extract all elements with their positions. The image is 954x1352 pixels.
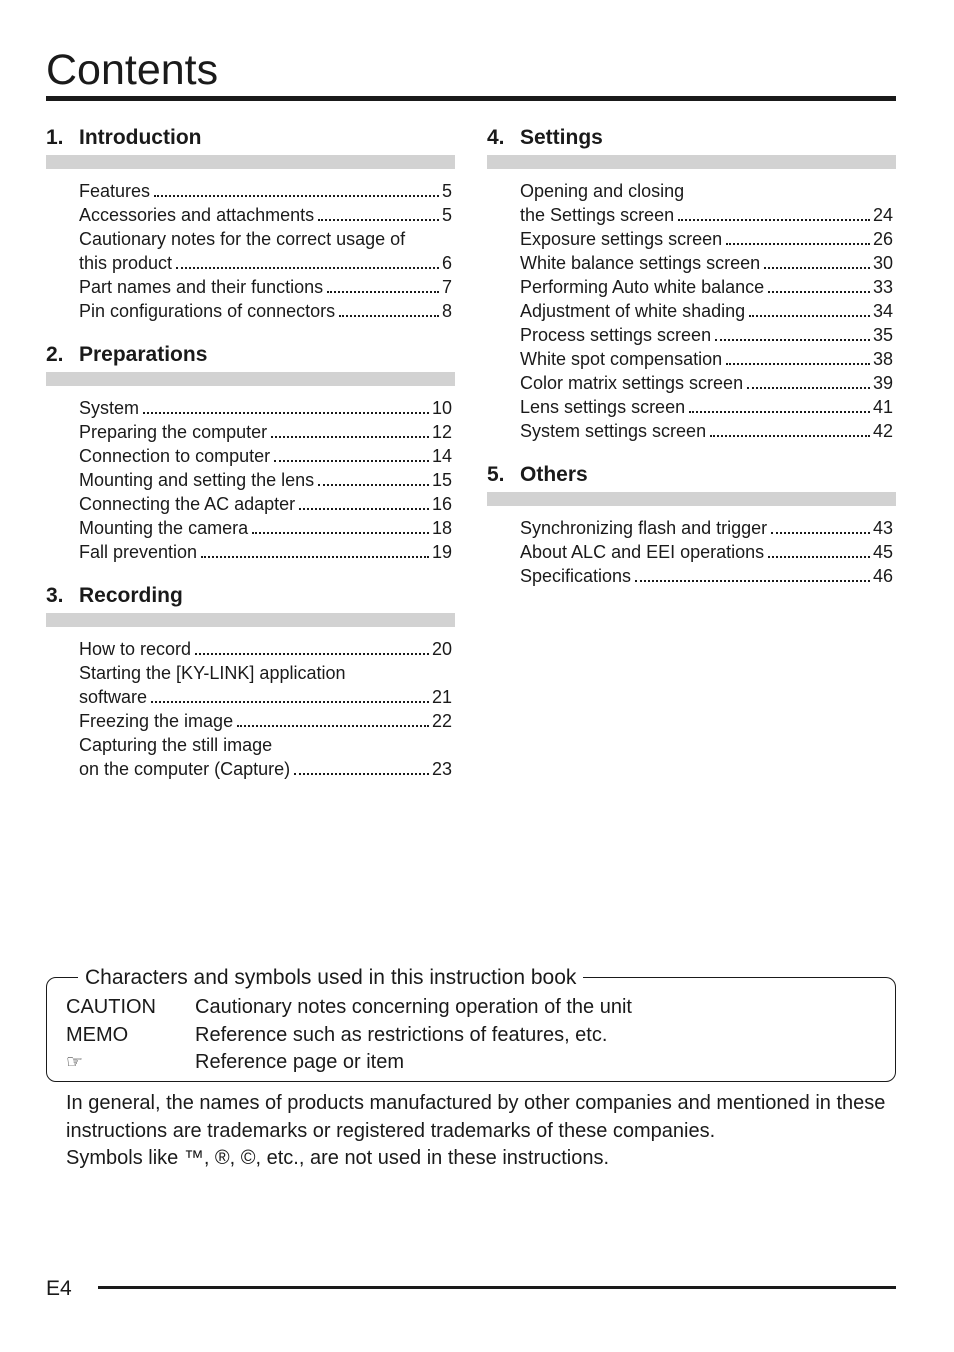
- entry-label: Lens settings screen: [520, 397, 686, 417]
- toc-entry[interactable]: [79, 251, 452, 275]
- entry-page-number: 33: [872, 277, 893, 297]
- entry-label: System settings screen: [520, 421, 707, 441]
- entry-label: Preparing the computer: [79, 422, 268, 442]
- section-title: Others: [520, 463, 588, 486]
- section-number: 1.: [46, 126, 64, 149]
- section-heading: [46, 341, 455, 369]
- pointing-hand-icon: ☞: [66, 1052, 84, 1073]
- entry-label: Freezing the image: [79, 711, 234, 731]
- toc-entry[interactable]: [79, 757, 452, 781]
- entry-page-number: 7: [441, 277, 452, 297]
- page-title: Contents: [46, 46, 219, 94]
- dot-leader: [710, 435, 870, 437]
- entry-label: Connecting the AC adapter: [79, 494, 296, 514]
- section-bar: [46, 613, 455, 627]
- section-title: Settings: [520, 126, 603, 149]
- dot-leader: [771, 532, 870, 534]
- entry-page-number: 42: [872, 421, 893, 441]
- legend-description: Cautionary notes concerning operation of the unit: [195, 996, 632, 1018]
- section-heading: [487, 461, 896, 489]
- legend-row-caution: [66, 994, 632, 1022]
- entry-page-number: 16: [431, 494, 452, 514]
- entry-label: Starting the [KY-LINK] application: [79, 663, 346, 683]
- toc-entries: [487, 179, 896, 443]
- toc-entry[interactable]: [79, 227, 452, 251]
- toc-entry[interactable]: [520, 251, 893, 275]
- legend-rows: [66, 994, 632, 1077]
- entry-label: this product: [79, 253, 173, 273]
- note-line: instructions are trademarks or registered trademarks of these companies.: [66, 1119, 716, 1142]
- entry-page-number: 23: [431, 759, 452, 779]
- entry-label: Performing Auto white balance: [520, 277, 765, 297]
- dot-leader: [274, 460, 429, 462]
- entry-label: Synchronizing flash and trigger: [520, 518, 768, 538]
- legend-term: CAUTION: [66, 996, 156, 1018]
- toc-entries: [487, 516, 896, 588]
- toc-entry[interactable]: [520, 179, 893, 203]
- dot-leader: [689, 411, 870, 413]
- entry-page-number: 35: [872, 325, 893, 345]
- entry-label: How to record: [79, 639, 192, 659]
- toc-entry[interactable]: [520, 227, 893, 251]
- dot-leader: [252, 532, 429, 534]
- dot-leader: [237, 725, 429, 727]
- section-number: 2.: [46, 343, 64, 366]
- dot-leader: [635, 580, 870, 582]
- legend-title: Characters and symbols used in this instruction book: [78, 964, 583, 991]
- entry-page-number: 15: [431, 470, 452, 490]
- note-line: Symbols like ™, ®, ©, etc., are not used in these instructions.: [66, 1147, 610, 1169]
- section-bar: [46, 155, 455, 169]
- entry-page-number: 12: [431, 422, 452, 442]
- toc-entry[interactable]: [79, 468, 452, 492]
- toc-entry[interactable]: [79, 661, 452, 685]
- dot-leader: [318, 219, 439, 221]
- section-heading: [487, 124, 896, 152]
- entry-page-number: 21: [431, 687, 452, 707]
- entry-label: Process settings screen: [520, 325, 712, 345]
- entry-label: Mounting and setting the lens: [79, 470, 315, 490]
- toc-entry[interactable]: [520, 419, 893, 443]
- entry-page-number: 26: [872, 229, 893, 249]
- entry-page-number: 20: [431, 639, 452, 659]
- entry-label: White spot compensation: [520, 349, 723, 369]
- toc-entry[interactable]: [79, 420, 452, 444]
- toc-entry[interactable]: [79, 299, 452, 323]
- dot-leader: [768, 291, 870, 293]
- entry-label: Capturing the still image: [79, 735, 273, 755]
- entry-label: Connection to computer: [79, 446, 271, 466]
- footer-rule: [98, 1286, 896, 1289]
- section-number: 3.: [46, 584, 64, 607]
- toc-entries: [46, 396, 455, 564]
- toc-entry[interactable]: [520, 516, 893, 540]
- toc-section: [46, 341, 455, 564]
- toc-entry[interactable]: [520, 299, 893, 323]
- entry-page-number: 43: [872, 518, 893, 538]
- toc-entry[interactable]: [79, 540, 452, 564]
- entry-page-number: 39: [872, 373, 893, 393]
- entry-label: Adjustment of white shading: [520, 301, 746, 321]
- entry-label: Accessories and attachments: [79, 205, 315, 225]
- toc-section: [487, 461, 896, 588]
- entry-label: Mounting the camera: [79, 518, 249, 538]
- entry-label: Specifications: [520, 566, 632, 586]
- legend-term: MEMO: [66, 1023, 129, 1046]
- entry-page-number: 6: [441, 253, 452, 273]
- legend-row-memo: [66, 1022, 632, 1050]
- toc-entry[interactable]: [79, 203, 452, 227]
- dot-leader: [747, 387, 870, 389]
- entry-page-number: 8: [441, 301, 452, 321]
- entry-label: Color matrix settings screen: [520, 373, 744, 393]
- toc-entry[interactable]: [79, 444, 452, 468]
- entry-label: Fall prevention: [79, 542, 198, 562]
- dot-leader: [749, 315, 870, 317]
- entry-page-number: 22: [431, 711, 452, 731]
- entry-page-number: 34: [872, 301, 893, 321]
- entry-label: About ALC and EEI operations: [520, 542, 765, 562]
- entry-page-number: 5: [441, 205, 452, 225]
- toc-right-column: [487, 124, 896, 606]
- toc-entry[interactable]: [79, 396, 452, 420]
- entry-page-number: 38: [872, 349, 893, 369]
- legend-row-reference: [66, 1049, 632, 1077]
- section-number: 5.: [487, 463, 505, 486]
- entry-label: Pin configurations of connectors: [79, 301, 336, 321]
- section-heading: [46, 582, 455, 610]
- dot-leader: [195, 653, 429, 655]
- dot-leader: [339, 315, 439, 317]
- toc-left-column: [46, 124, 455, 799]
- entry-page-number: 45: [872, 542, 893, 562]
- dot-leader: [678, 219, 870, 221]
- legend-description: Reference such as restrictions of features, etc.: [195, 1023, 608, 1046]
- entry-label: Part names and their functions: [79, 277, 324, 297]
- entry-label: on the computer (Capture): [79, 759, 291, 779]
- entry-label: Cautionary notes for the correct usage of: [79, 229, 406, 249]
- toc-entry[interactable]: [79, 685, 452, 709]
- toc-entry[interactable]: [520, 275, 893, 299]
- toc-entry[interactable]: [520, 564, 893, 588]
- toc-entry[interactable]: [520, 323, 893, 347]
- toc-entry[interactable]: [520, 203, 893, 227]
- section-number: 4.: [487, 126, 505, 149]
- toc-entry[interactable]: [520, 540, 893, 564]
- entry-page-number: 18: [431, 518, 452, 538]
- dot-leader: [764, 267, 870, 269]
- dot-leader: [143, 412, 429, 414]
- dot-leader: [726, 243, 870, 245]
- entry-label: the Settings screen: [520, 205, 675, 225]
- dot-leader: [318, 484, 429, 486]
- toc-section: [46, 124, 455, 323]
- dot-leader: [201, 556, 429, 558]
- toc-entry[interactable]: [79, 733, 452, 757]
- section-heading: [46, 124, 455, 152]
- note-line: In general, the names of products manufactured by other companies and mentioned in these: [66, 1092, 886, 1114]
- entry-label: White balance settings screen: [520, 253, 761, 273]
- entry-page-number: 30: [872, 253, 893, 273]
- dot-leader: [294, 773, 429, 775]
- toc-entry[interactable]: [520, 371, 893, 395]
- section-bar: [46, 372, 455, 386]
- entry-page-number: 10: [431, 398, 452, 418]
- dot-leader: [327, 291, 439, 293]
- toc-entry[interactable]: [79, 637, 452, 661]
- entry-label: Features: [79, 181, 151, 201]
- title-rule: [46, 96, 896, 101]
- toc-section: [487, 124, 896, 443]
- section-title: Introduction: [79, 126, 202, 149]
- entry-page-number: 19: [431, 542, 452, 562]
- entry-label: System: [79, 398, 140, 418]
- entry-page-number: 5: [441, 181, 452, 201]
- entry-label: software: [79, 687, 148, 707]
- toc-entry[interactable]: [79, 275, 452, 299]
- entry-page-number: 14: [431, 446, 452, 466]
- toc-entry[interactable]: [79, 492, 452, 516]
- entry-label: Opening and closing: [520, 181, 685, 201]
- dot-leader: [154, 195, 439, 197]
- trademark-notes: [66, 1090, 906, 1173]
- dot-leader: [176, 267, 439, 269]
- toc-entry[interactable]: [79, 179, 452, 203]
- dot-leader: [151, 701, 429, 703]
- dot-leader: [726, 363, 870, 365]
- legend-description: Reference page or item: [195, 1051, 405, 1073]
- toc-entry[interactable]: [79, 709, 452, 733]
- toc-entry[interactable]: [520, 395, 893, 419]
- dot-leader: [271, 436, 429, 438]
- entry-page-number: 41: [872, 397, 893, 417]
- toc-entries: [46, 179, 455, 323]
- dot-leader: [299, 508, 429, 510]
- toc-entry[interactable]: [520, 347, 893, 371]
- toc-entry[interactable]: [79, 516, 452, 540]
- section-bar: [487, 155, 896, 169]
- dot-leader: [715, 339, 870, 341]
- entry-page-number: 24: [872, 205, 893, 225]
- entry-page-number: 46: [872, 566, 893, 586]
- entry-label: Exposure settings screen: [520, 229, 723, 249]
- section-bar: [487, 492, 896, 506]
- section-title: Preparations: [79, 343, 208, 366]
- toc-entries: [46, 637, 455, 781]
- page-code: E4: [46, 1277, 72, 1300]
- section-title: Recording: [79, 584, 183, 607]
- toc-section: [46, 582, 455, 781]
- dot-leader: [768, 556, 870, 558]
